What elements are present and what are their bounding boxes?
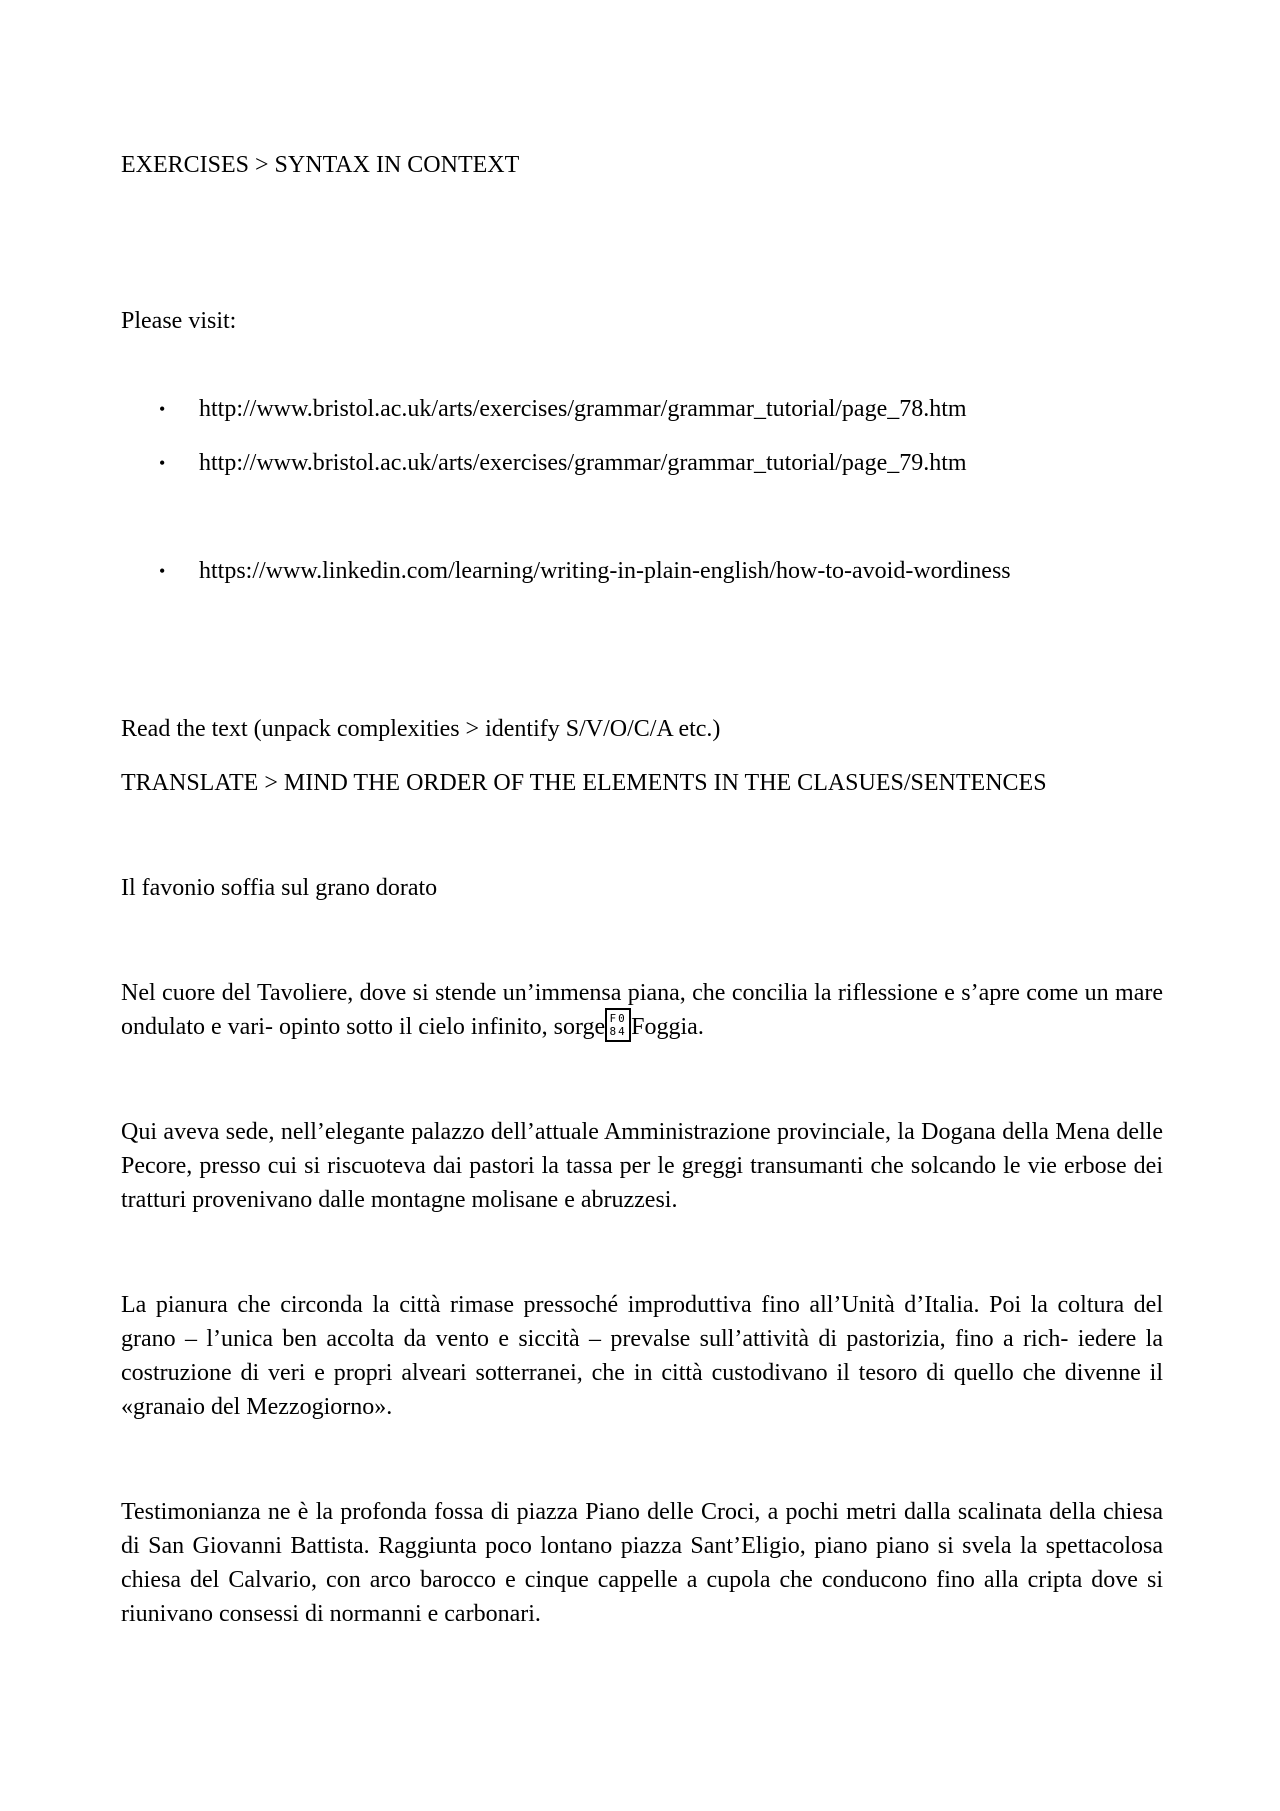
instruction-read: Read the text (unpack complexities > identify S/V/O/C/A etc.) — [121, 716, 721, 742]
intro-text: Please visit: — [121, 308, 237, 334]
link-text[interactable]: http://www.bristol.ac.uk/arts/exercises/grammar/grammar_tutorial/page_79.htm — [199, 450, 967, 476]
list-item — [121, 446, 1163, 480]
bullet-icon: • — [159, 453, 166, 473]
text-title: Il favonio soffia sul grano dorato — [121, 875, 438, 901]
bullet-icon: • — [159, 399, 166, 419]
paragraph: La pianura che circonda la città rimase pressoché improduttiva fino all’Unità d’Italia. Poi la coltura del grano – l’unica ben accolta da vento e siccità – prevalse sull’attività di pastorizia, fino a rich- iedere la costruzione di veri e propri alveari sotterranei, che in città custodivano il tesoro di quello che divenne il «granaio del Mezzogiorno». — [121, 1292, 1163, 1420]
instruction-translate: TRANSLATE > MIND THE ORDER OF THE ELEMENTS IN THE CLASUES/SENTENCES — [121, 770, 1047, 796]
link-list — [121, 392, 1163, 588]
link-text[interactable]: https://www.linkedin.com/learning/writing-in-plain-english/how-to-avoid-wordiness — [199, 558, 1011, 584]
missing-glyph-icon — [605, 1008, 631, 1042]
section-heading: EXERCISES > SYNTAX IN CONTEXT — [121, 152, 520, 178]
list-item — [121, 554, 1163, 588]
paragraph — [121, 976, 1163, 1044]
list-item — [121, 392, 1163, 426]
glyph-code-bottom: 84 — [609, 1025, 627, 1039]
paragraph: Qui aveva sede, nell’elegante palazzo dell’attuale Amministrazione provinciale, la Dogana della Mena delle Pecore, presso cui si riscuoteva dai pastori la tassa per le greggi transumanti che solcando le vie erbose dei tratturi provenivano dalle montagne molisane e abruzzesi. — [121, 1119, 1163, 1213]
paragraph-text: Nel cuore del Tavoliere, dove si stende un’immensa piana, che concilia la riflessione e s’apre come un mare ondulato e vari- opinto sotto il cielo infinito, sorge — [121, 980, 1163, 1040]
paragraph: Testimonianza ne è la profonda fossa di piazza Piano delle Croci, a pochi metri dalla scalinata della chiesa di San Giovanni Battista. Raggiunta poco lontano piazza Sant’Eligio, piano piano si svela la spettacolosa chiesa del Calvario, con arco barocco e cinque cappelle a cupola che conducono fino alla cripta dove si riunivano consessi di normanni e carbonari. — [121, 1499, 1163, 1627]
document-body — [121, 148, 1163, 1631]
glyph-code-top: F0 — [609, 1012, 627, 1026]
link-text[interactable]: http://www.bristol.ac.uk/arts/exercises/grammar/grammar_tutorial/page_78.htm — [199, 396, 967, 422]
bullet-icon: • — [159, 561, 166, 581]
paragraph-text: Foggia. — [631, 1014, 704, 1040]
